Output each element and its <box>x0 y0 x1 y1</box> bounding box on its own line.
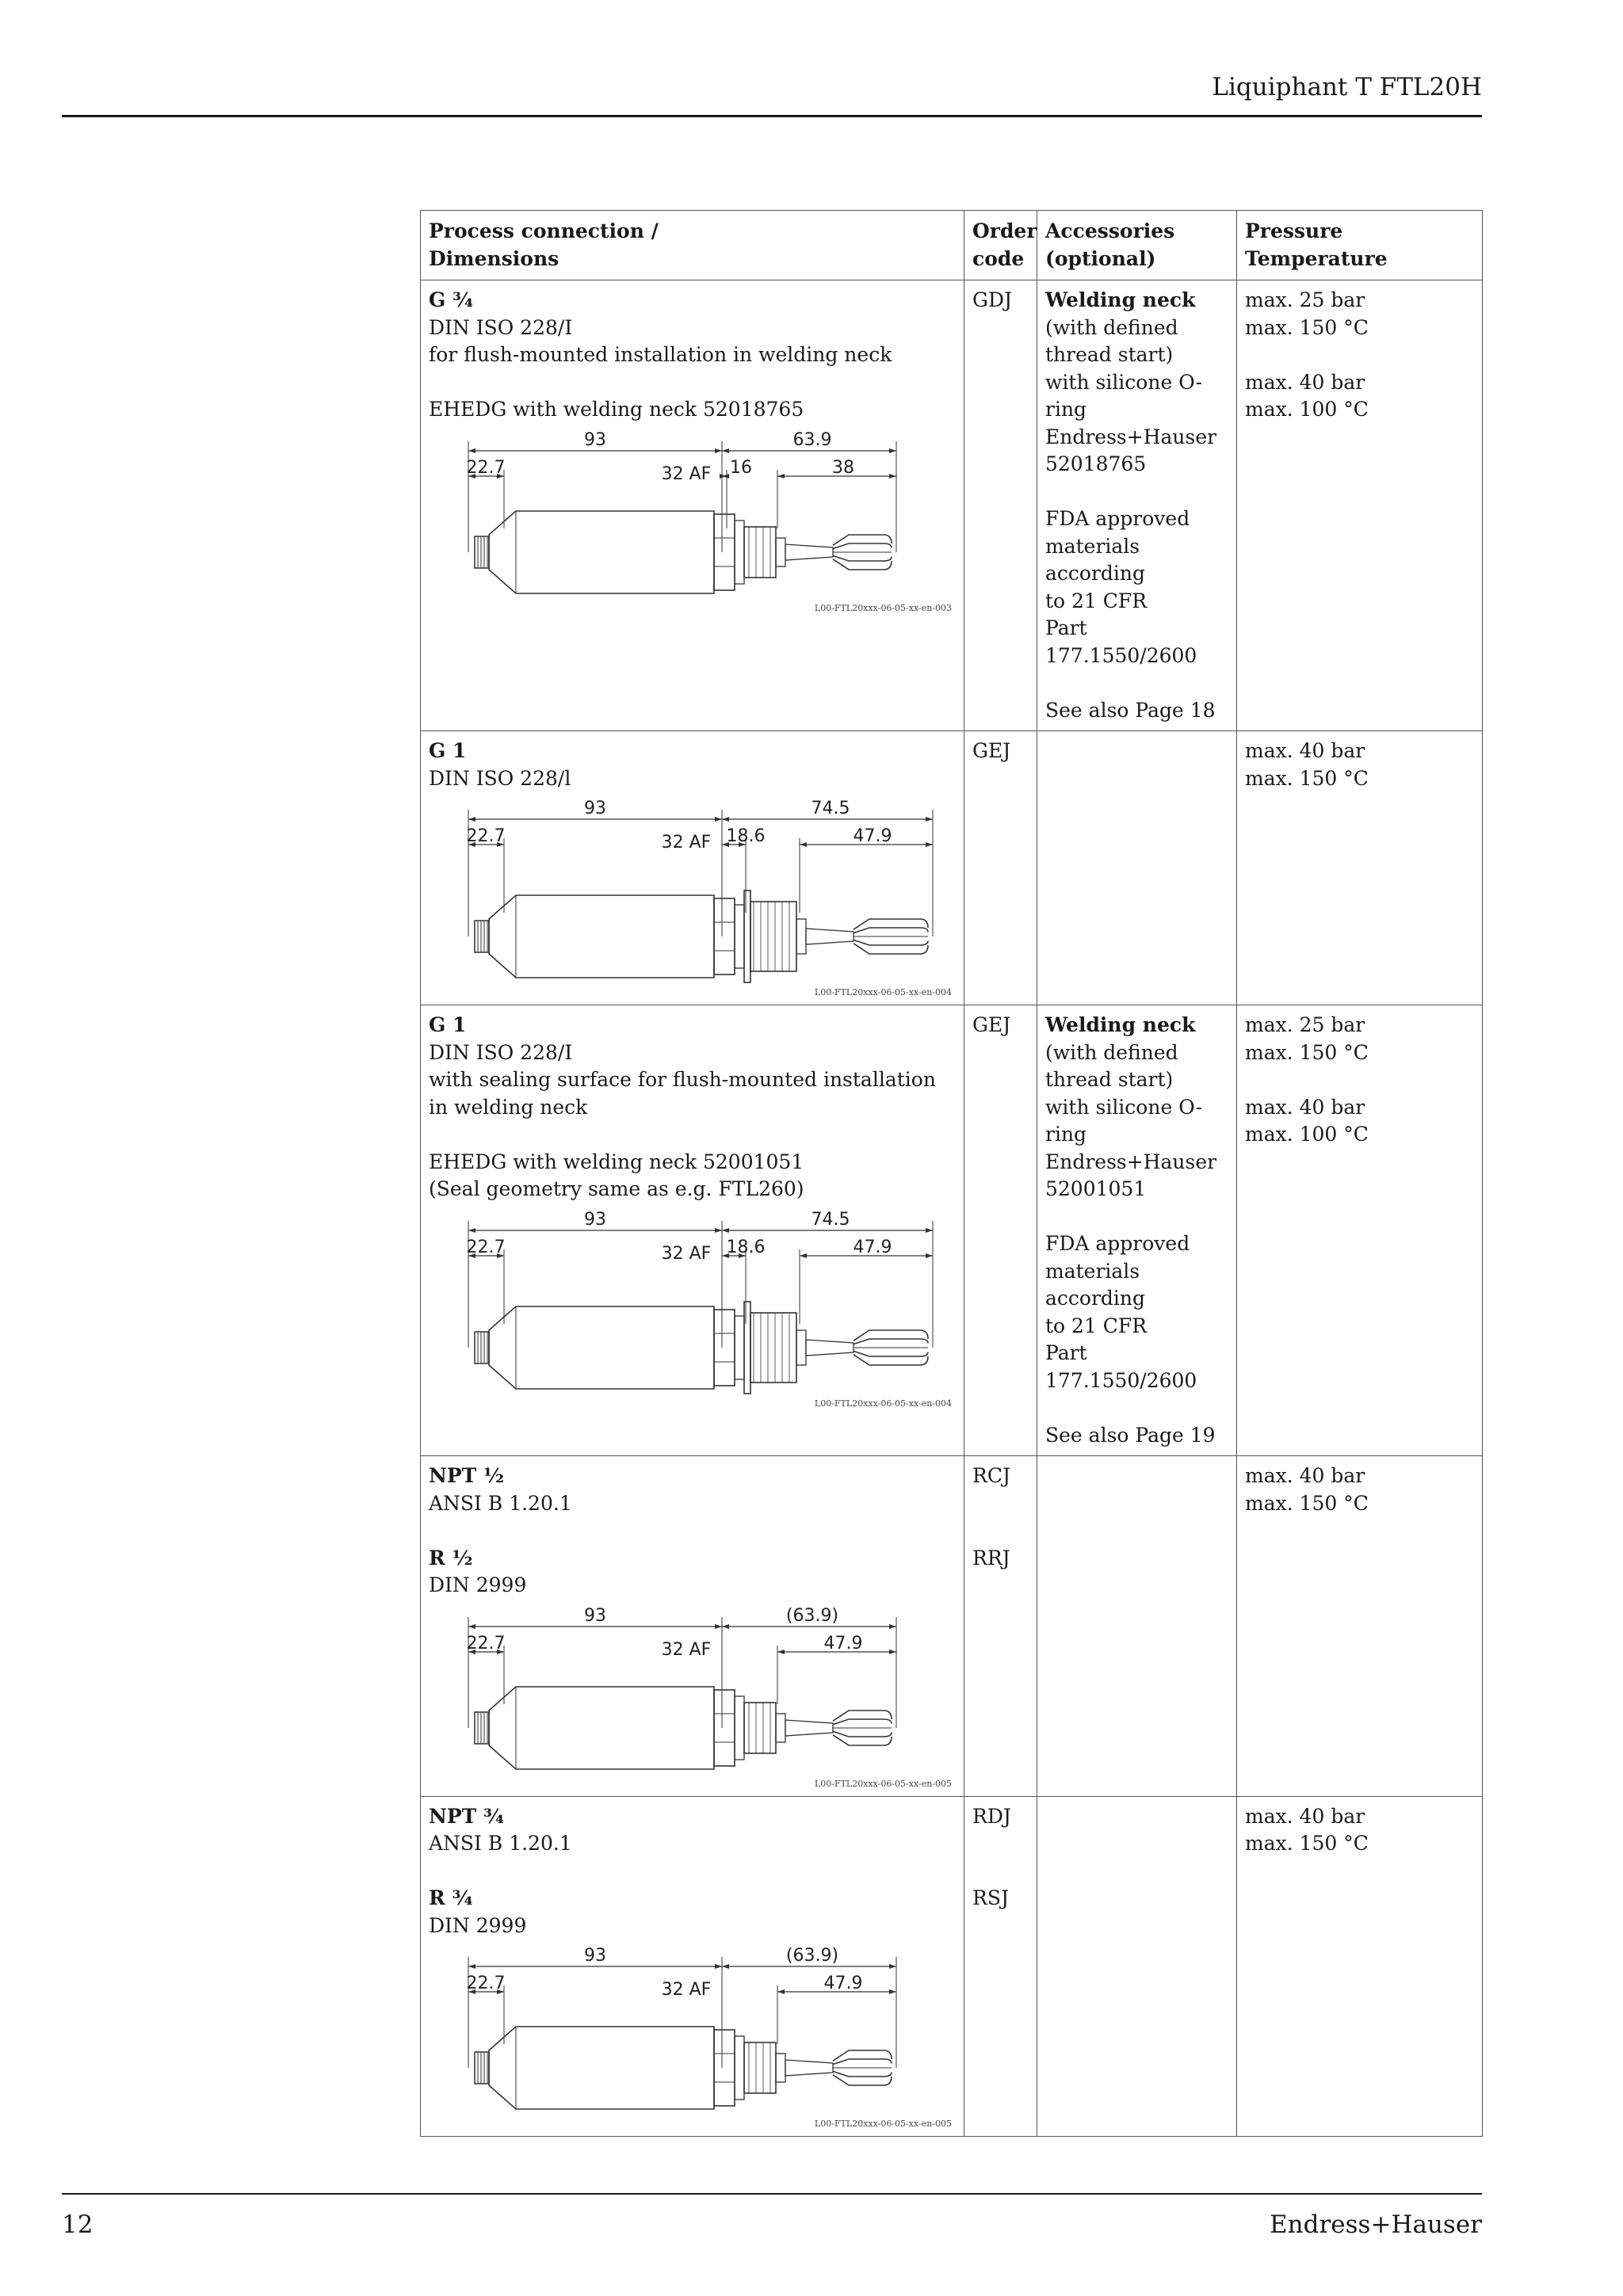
dimension-label: 16 <box>730 457 752 478</box>
dimension-label: 18.6 <box>726 1237 766 1257</box>
pressure-temperature-text: max. 40 bar <box>1245 739 1365 762</box>
col-header-process-connection: Process connection / Dimensions <box>421 211 964 280</box>
accessory-text: Part 177.1550/2600 <box>1045 616 1197 667</box>
connection-text: DIN ISO 228/I <box>429 315 573 339</box>
connection-text: DIN 2999 <box>429 1913 527 1937</box>
order-code: RDJ <box>972 1804 1011 1828</box>
pressure-temperature-text <box>1245 1066 1474 1094</box>
order-code: GDJ <box>972 288 1013 311</box>
dimension-label: 47.9 <box>823 1633 863 1653</box>
dimension-label: 93 <box>584 1947 606 1966</box>
dimension-label: 74.5 <box>811 800 850 818</box>
order-code: GEJ <box>972 739 1011 762</box>
accessory-text: FDA approved <box>1045 1232 1190 1255</box>
connection-text <box>429 1121 956 1149</box>
pressure-temperature-text: max. 150 °C <box>1245 1832 1369 1855</box>
accessory-text: (with defined <box>1045 1040 1178 1064</box>
connection-title: R ¾ <box>429 1886 473 1909</box>
cell-order-code <box>964 1456 1037 1797</box>
accessory-text: materials according <box>1045 1259 1146 1310</box>
cell-process-connection <box>421 731 964 1005</box>
order-code: RRJ <box>972 1546 1010 1569</box>
accessory-text: materials according <box>1045 534 1146 585</box>
connection-text: DIN 2999 <box>429 1573 527 1596</box>
dimension-drawing <box>429 800 957 998</box>
table-header-row <box>421 211 1483 280</box>
dimension-label: 22.7 <box>466 1237 506 1257</box>
dimension-label: 32 AF <box>661 1639 712 1660</box>
cell-accessories <box>1037 731 1237 1005</box>
col-header-pressure-temperature: Pressure Temperature <box>1237 211 1483 280</box>
accessory-text: 52001051 <box>1045 1177 1147 1200</box>
cell-process-connection <box>421 280 964 731</box>
drawing-reference: L00-FTL20xxx-06-05-xx-en-003 <box>814 602 952 613</box>
dimension-drawing <box>429 432 957 614</box>
cell-accessories <box>1037 1456 1237 1797</box>
connection-title: R ½ <box>429 1546 473 1569</box>
connection-text: ANSI B 1.20.1 <box>429 1491 572 1515</box>
dimension-label: 32 AF <box>661 833 712 852</box>
dimension-label: 38 <box>832 457 854 478</box>
drawing-reference: L00-FTL20xxx-06-05-xx-en-005 <box>814 1778 952 1789</box>
accessory-title: Welding neck <box>1045 1013 1196 1036</box>
order-code: GEJ <box>972 1013 1011 1036</box>
cell-pressure-temperature <box>1237 1005 1483 1456</box>
pressure-temperature-text: max. 40 bar <box>1245 1464 1365 1487</box>
dimension-label: 22.7 <box>466 1633 506 1653</box>
accessory-text: Endress+Hauser <box>1045 425 1217 448</box>
pressure-temperature-text <box>1245 341 1474 369</box>
dimension-label: (63.9) <box>785 1607 839 1626</box>
accessory-text: See also Page 18 <box>1045 698 1216 722</box>
accessory-text <box>1045 1203 1228 1231</box>
connection-title: G 1 <box>429 739 467 762</box>
pressure-temperature-text: max. 40 bar <box>1245 370 1365 394</box>
cell-accessories <box>1037 280 1237 731</box>
drawing-reference: L00-FTL20xxx-06-05-xx-en-004 <box>814 1398 952 1409</box>
table-row <box>421 1796 1483 2137</box>
accessory-text: Part 177.1550/2600 <box>1045 1341 1197 1392</box>
dimension-label: 93 <box>584 431 606 450</box>
pressure-temperature-text: max. 150 °C <box>1245 1491 1369 1515</box>
drawing-reference: L00-FTL20xxx-06-05-xx-en-004 <box>814 987 952 997</box>
col-header-order-code: Order code <box>964 211 1037 280</box>
pressure-temperature-text: max. 150 °C <box>1245 315 1369 339</box>
connection-title: G 1 <box>429 1013 467 1036</box>
cell-process-connection <box>421 1005 964 1456</box>
connection-text: ANSI B 1.20.1 <box>429 1832 572 1855</box>
dimension-label: 22.7 <box>466 826 506 846</box>
cell-accessories <box>1037 1005 1237 1456</box>
order-code: RSJ <box>972 1886 1009 1909</box>
pressure-temperature-text: max. 100 °C <box>1245 398 1369 421</box>
dimension-label: 93 <box>584 1607 606 1626</box>
accessory-text: Endress+Hauser <box>1045 1150 1217 1173</box>
dimension-label: (63.9) <box>785 1947 839 1966</box>
connection-title: G ¾ <box>429 288 474 311</box>
drawing-reference: L00-FTL20xxx-06-05-xx-en-005 <box>814 2119 952 2129</box>
connection-text: for flush-mounted installation in welding neck <box>429 343 892 366</box>
process-connection-table <box>420 210 1483 2137</box>
accessory-title: Welding neck <box>1045 288 1196 311</box>
page-number: 12 <box>62 2210 94 2239</box>
document-title: Liquiphant T FTL20H <box>1212 73 1482 101</box>
cell-order-code <box>964 1005 1037 1456</box>
dimension-drawing <box>429 1608 957 1790</box>
accessory-text: to 21 CFR <box>1045 1314 1148 1337</box>
connection-text: with sealing surface for flush-mounted installation <box>429 1068 936 1091</box>
order-code: RCJ <box>972 1464 1010 1487</box>
pressure-temperature-text: max. 150 °C <box>1245 1040 1369 1064</box>
connection-title: NPT ½ <box>429 1464 505 1487</box>
cell-accessories <box>1037 1796 1237 2137</box>
pressure-temperature-text: max. 40 bar <box>1245 1804 1365 1828</box>
connection-text <box>429 369 956 397</box>
cell-order-code <box>964 280 1037 731</box>
dimension-label: 74.5 <box>811 1211 850 1230</box>
connection-text: in welding neck <box>429 1095 588 1119</box>
connection-text: EHEDG with welding neck 52018765 <box>429 398 804 421</box>
accessory-text <box>1045 479 1228 506</box>
accessory-text <box>1045 669 1228 697</box>
accessory-text: See also Page 19 <box>1045 1423 1216 1447</box>
accessory-text <box>1045 1394 1228 1422</box>
cell-order-code <box>964 731 1037 1005</box>
cell-pressure-temperature <box>1237 731 1483 1005</box>
table-row <box>421 1005 1483 1456</box>
dimension-label: 93 <box>584 800 606 818</box>
accessory-text: (with defined <box>1045 315 1178 339</box>
accessory-text: with silicone O-ring <box>1045 370 1203 421</box>
col-header-accessories: Accessories (optional) <box>1037 211 1237 280</box>
dimension-label: 22.7 <box>466 457 506 478</box>
dimension-label: 47.9 <box>853 826 892 846</box>
pressure-temperature-text: max. 40 bar <box>1245 1095 1365 1119</box>
dimension-label: 32 AF <box>661 1243 712 1264</box>
connection-text: DIN ISO 228/I <box>429 1040 573 1064</box>
connection-text: DIN ISO 228/l <box>429 766 571 790</box>
dimension-label: 32 AF <box>661 1980 712 2000</box>
connection-title: NPT ¾ <box>429 1804 505 1828</box>
accessory-text: FDA approved <box>1045 507 1190 530</box>
dimension-label: 22.7 <box>466 1974 506 1993</box>
dimension-label: 32 AF <box>661 463 712 484</box>
dimension-label: 63.9 <box>792 431 832 450</box>
accessory-text: 52018765 <box>1045 452 1147 475</box>
pressure-temperature-text: max. 25 bar <box>1245 288 1365 311</box>
cell-order-code <box>964 1796 1037 2137</box>
cell-pressure-temperature <box>1237 1796 1483 2137</box>
footer-rule <box>62 2193 1482 2195</box>
dimension-label: 47.9 <box>823 1974 863 1993</box>
accessory-text: with silicone O-ring <box>1045 1095 1203 1146</box>
accessory-text: thread start) <box>1045 1068 1174 1091</box>
dimension-label: 18.6 <box>726 826 766 846</box>
dimension-label: 93 <box>584 1211 606 1230</box>
accessory-text: to 21 CFR <box>1045 589 1148 612</box>
table-row <box>421 731 1483 1005</box>
cell-process-connection <box>421 1796 964 2137</box>
table-row <box>421 1456 1483 1797</box>
dimension-drawing <box>429 1947 957 2130</box>
header-rule <box>62 115 1482 117</box>
table-row <box>421 280 1483 731</box>
dimension-drawing <box>429 1211 957 1409</box>
pressure-temperature-text: max. 150 °C <box>1245 766 1369 790</box>
cell-pressure-temperature <box>1237 1456 1483 1797</box>
pressure-temperature-text: max. 100 °C <box>1245 1123 1369 1146</box>
cell-pressure-temperature <box>1237 280 1483 731</box>
brand-name: Endress+Hauser <box>1270 2210 1482 2239</box>
connection-text: (Seal geometry same as e.g. FTL260) <box>429 1177 804 1200</box>
cell-process-connection <box>421 1456 964 1797</box>
pressure-temperature-text: max. 25 bar <box>1245 1013 1365 1036</box>
connection-text: EHEDG with welding neck 52001051 <box>429 1150 804 1173</box>
accessory-text: thread start) <box>1045 343 1174 366</box>
dimension-label: 47.9 <box>853 1237 892 1257</box>
